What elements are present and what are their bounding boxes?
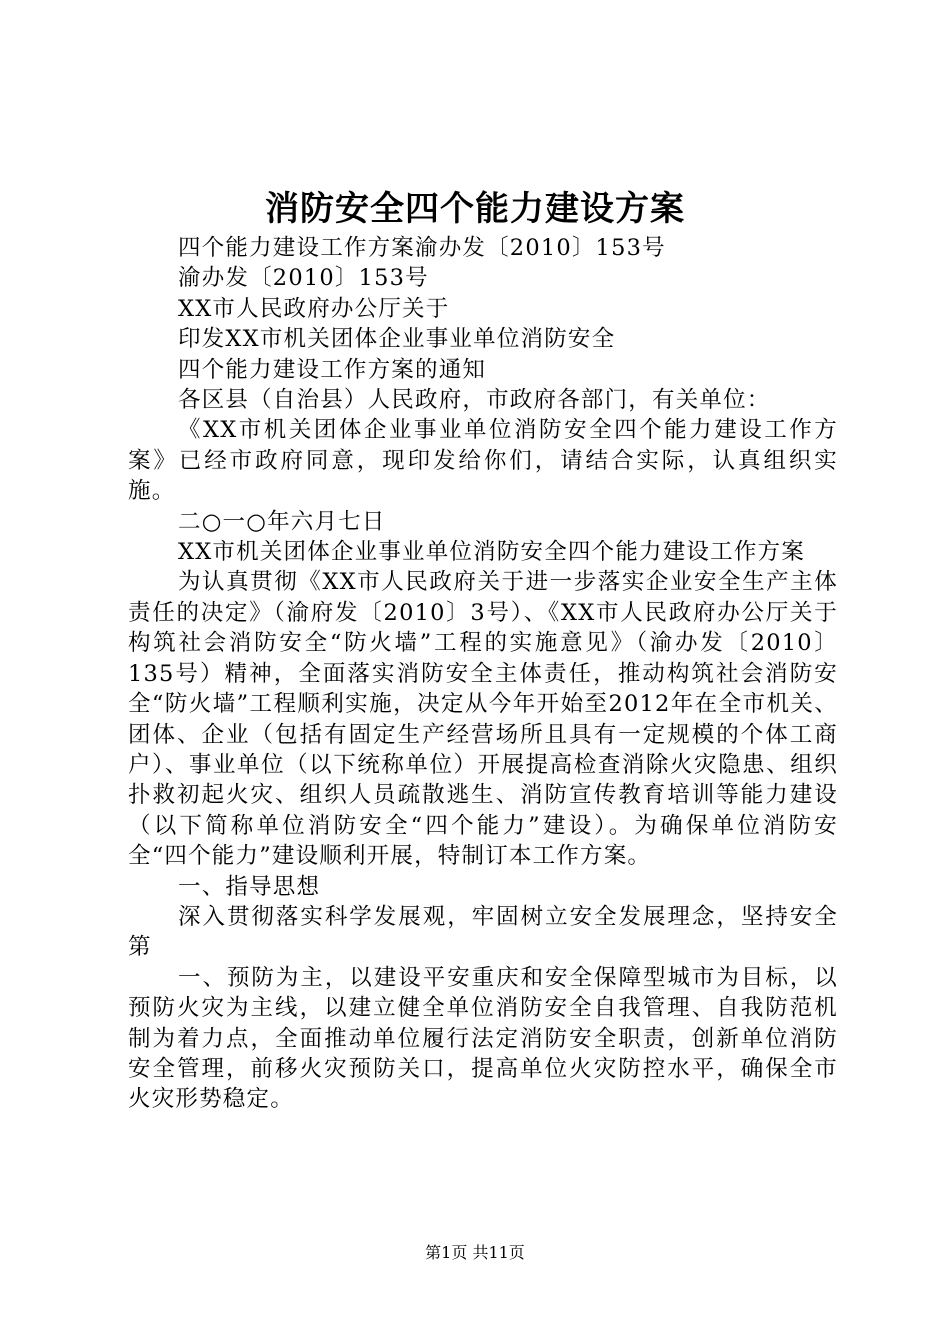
paragraph: 四个能力建设工作方案渝办发〔2010〕153号 [178,235,666,261]
document-body [128,233,838,1115]
page-footer: 第1页 共11页 [425,1243,525,1262]
paragraph: 四个能力建设工作方案的通知 [178,356,487,383]
paragraph: 印发XX市机关团体企业事业单位消防安全 [178,326,616,353]
paragraph: 各区县（自治县）人民政府，市政府各部门，有关单位： [178,387,771,414]
paragraph: 一、预防为主，以建设平安重庆和安全保障型城市为目标，以预防火灾为主线，以建立健全单位消防安全自我管理、自我防范机制为着力点，全面推动单位履行法定消防安全职责，创新单位消防安全管理，前移火灾预防关口，提高单位火灾防控水平，确保全市火灾形势稳定。 [128,964,838,1113]
paragraph: 二○一○年六月七日 [178,508,386,535]
paragraph: 深入贯彻落实科学发展观，牢固树立安全发展理念，坚持安全第 [128,903,838,961]
paragraph: XX市人民政府办公厅关于 [178,295,450,322]
paragraph: XX市机关团体企业事业单位消防安全四个能力建设工作方案 [178,539,805,566]
paragraph: 《XX市机关团体企业事业单位消防安全四个能力建设工作方案》已经市政府同意，现印发给你们，请结合实际，认真组织实施。 [128,417,838,505]
document-title: 消防安全四个能力建设方案 [265,189,685,229]
paragraph: 为认真贯彻《XX市人民政府关于进一步落实企业安全生产主体责任的决定》（渝府发〔2010〕3号）、《XX市人民政府办公厅关于构筑社会消防安全“防火墙”工程的实施意见》（渝办发〔2010〕135号）精神，全面落实消防安全主体责任，推动构筑社会消防安全“防火墙”工程顺利实施，决定从今年开始至2012年在全市机关、团体、企业（包括有固定生产经营场所且具有一定规模的个体工商户）、事业单位（以下统称单位）开展提高检查消除火灾隐患、组织扑救初起火灾、组织人员疏散逃生、消防宣传教育培训等能力建设（以下简称单位消防安全“四个能力”建设）。为确保单位消防安全“四个能力”建设顺利开展，特制订本工作方案。 [128,569,838,870]
section-heading: 一、指导思想 [178,873,321,900]
paragraph: 渝办发〔2010〕153号 [178,265,429,292]
